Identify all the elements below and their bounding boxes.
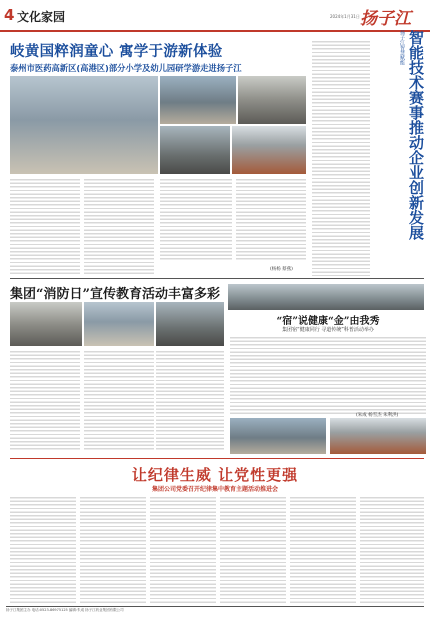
story1-photo-3 [238, 76, 306, 124]
story2-body-col1 [10, 350, 80, 450]
story1-photo-2 [160, 76, 236, 124]
right-story-headline: 智能技术赛事推动企业创新发展 [407, 30, 425, 240]
story4-body-col6 [360, 496, 424, 604]
story3-headline: “宿”说健康“金”由我秀 [276, 316, 380, 327]
story4-body-col5 [290, 496, 356, 604]
story4-subhead: 集团公司党委召开纪律集中教育主题活动推进会 [151, 486, 278, 493]
story2-body-col3 [156, 350, 224, 450]
story3-subhead: 集团宿“健康同行 寻道传统”科普活动举办 [282, 327, 374, 333]
masthead-logo: 扬子江 [360, 9, 411, 29]
footer-rule [6, 606, 424, 607]
story2-body-col2 [84, 350, 154, 450]
story4-body-col1 [10, 496, 76, 604]
story1-subhead: 泰州市医药高新区(高港区)部分小学及幼儿园研学游走进扬子江 [10, 63, 242, 73]
story3-body-top [230, 336, 426, 416]
story1-headline: 岐黄国粹润童心 寓学于游新体验 [10, 43, 223, 60]
divider-2 [10, 458, 424, 459]
story2-photo-1 [10, 302, 82, 346]
story4-body-col4 [220, 496, 286, 604]
story1-photo-main [10, 76, 158, 174]
issue-date: 2024年1月31日 [330, 14, 360, 19]
story1-byline: (杨杨 蔡燕) [270, 267, 293, 272]
story3-photo-1 [230, 418, 326, 454]
story1-body-col4 [236, 178, 306, 262]
story4-body-col2 [80, 496, 146, 604]
divider-1 [10, 278, 424, 279]
story2-photo-2 [84, 302, 154, 346]
story1-body-col1 [10, 178, 80, 274]
story4-headline: 让纪律生威 让党性更强 [131, 466, 299, 484]
right-story-subhead: 扬子江智慧赋能 [399, 30, 405, 65]
story3-photo-2 [330, 418, 426, 454]
footer-text: 扬子江集团主办 电话:0523-86975125 编辑:朱成 扬子江药业集团有限公司 [6, 608, 124, 612]
story1-body-col2 [84, 178, 154, 274]
story2-photo-strip [228, 284, 424, 310]
story4-body-col3 [150, 496, 216, 604]
story1-photo-4 [160, 126, 230, 174]
story2-photo-3 [156, 302, 224, 346]
page-number: 4 [4, 6, 15, 24]
section-name: 文化家园 [17, 10, 66, 24]
story1-body-col3 [160, 178, 232, 262]
story2-headline: 集团“消防日”宣传教育活动丰富多彩 [10, 287, 220, 302]
right-story-body [312, 40, 370, 276]
story3-byline: (朱成 杨雪杰 朱利洪) [356, 413, 399, 418]
story1-photo-5 [232, 126, 306, 174]
